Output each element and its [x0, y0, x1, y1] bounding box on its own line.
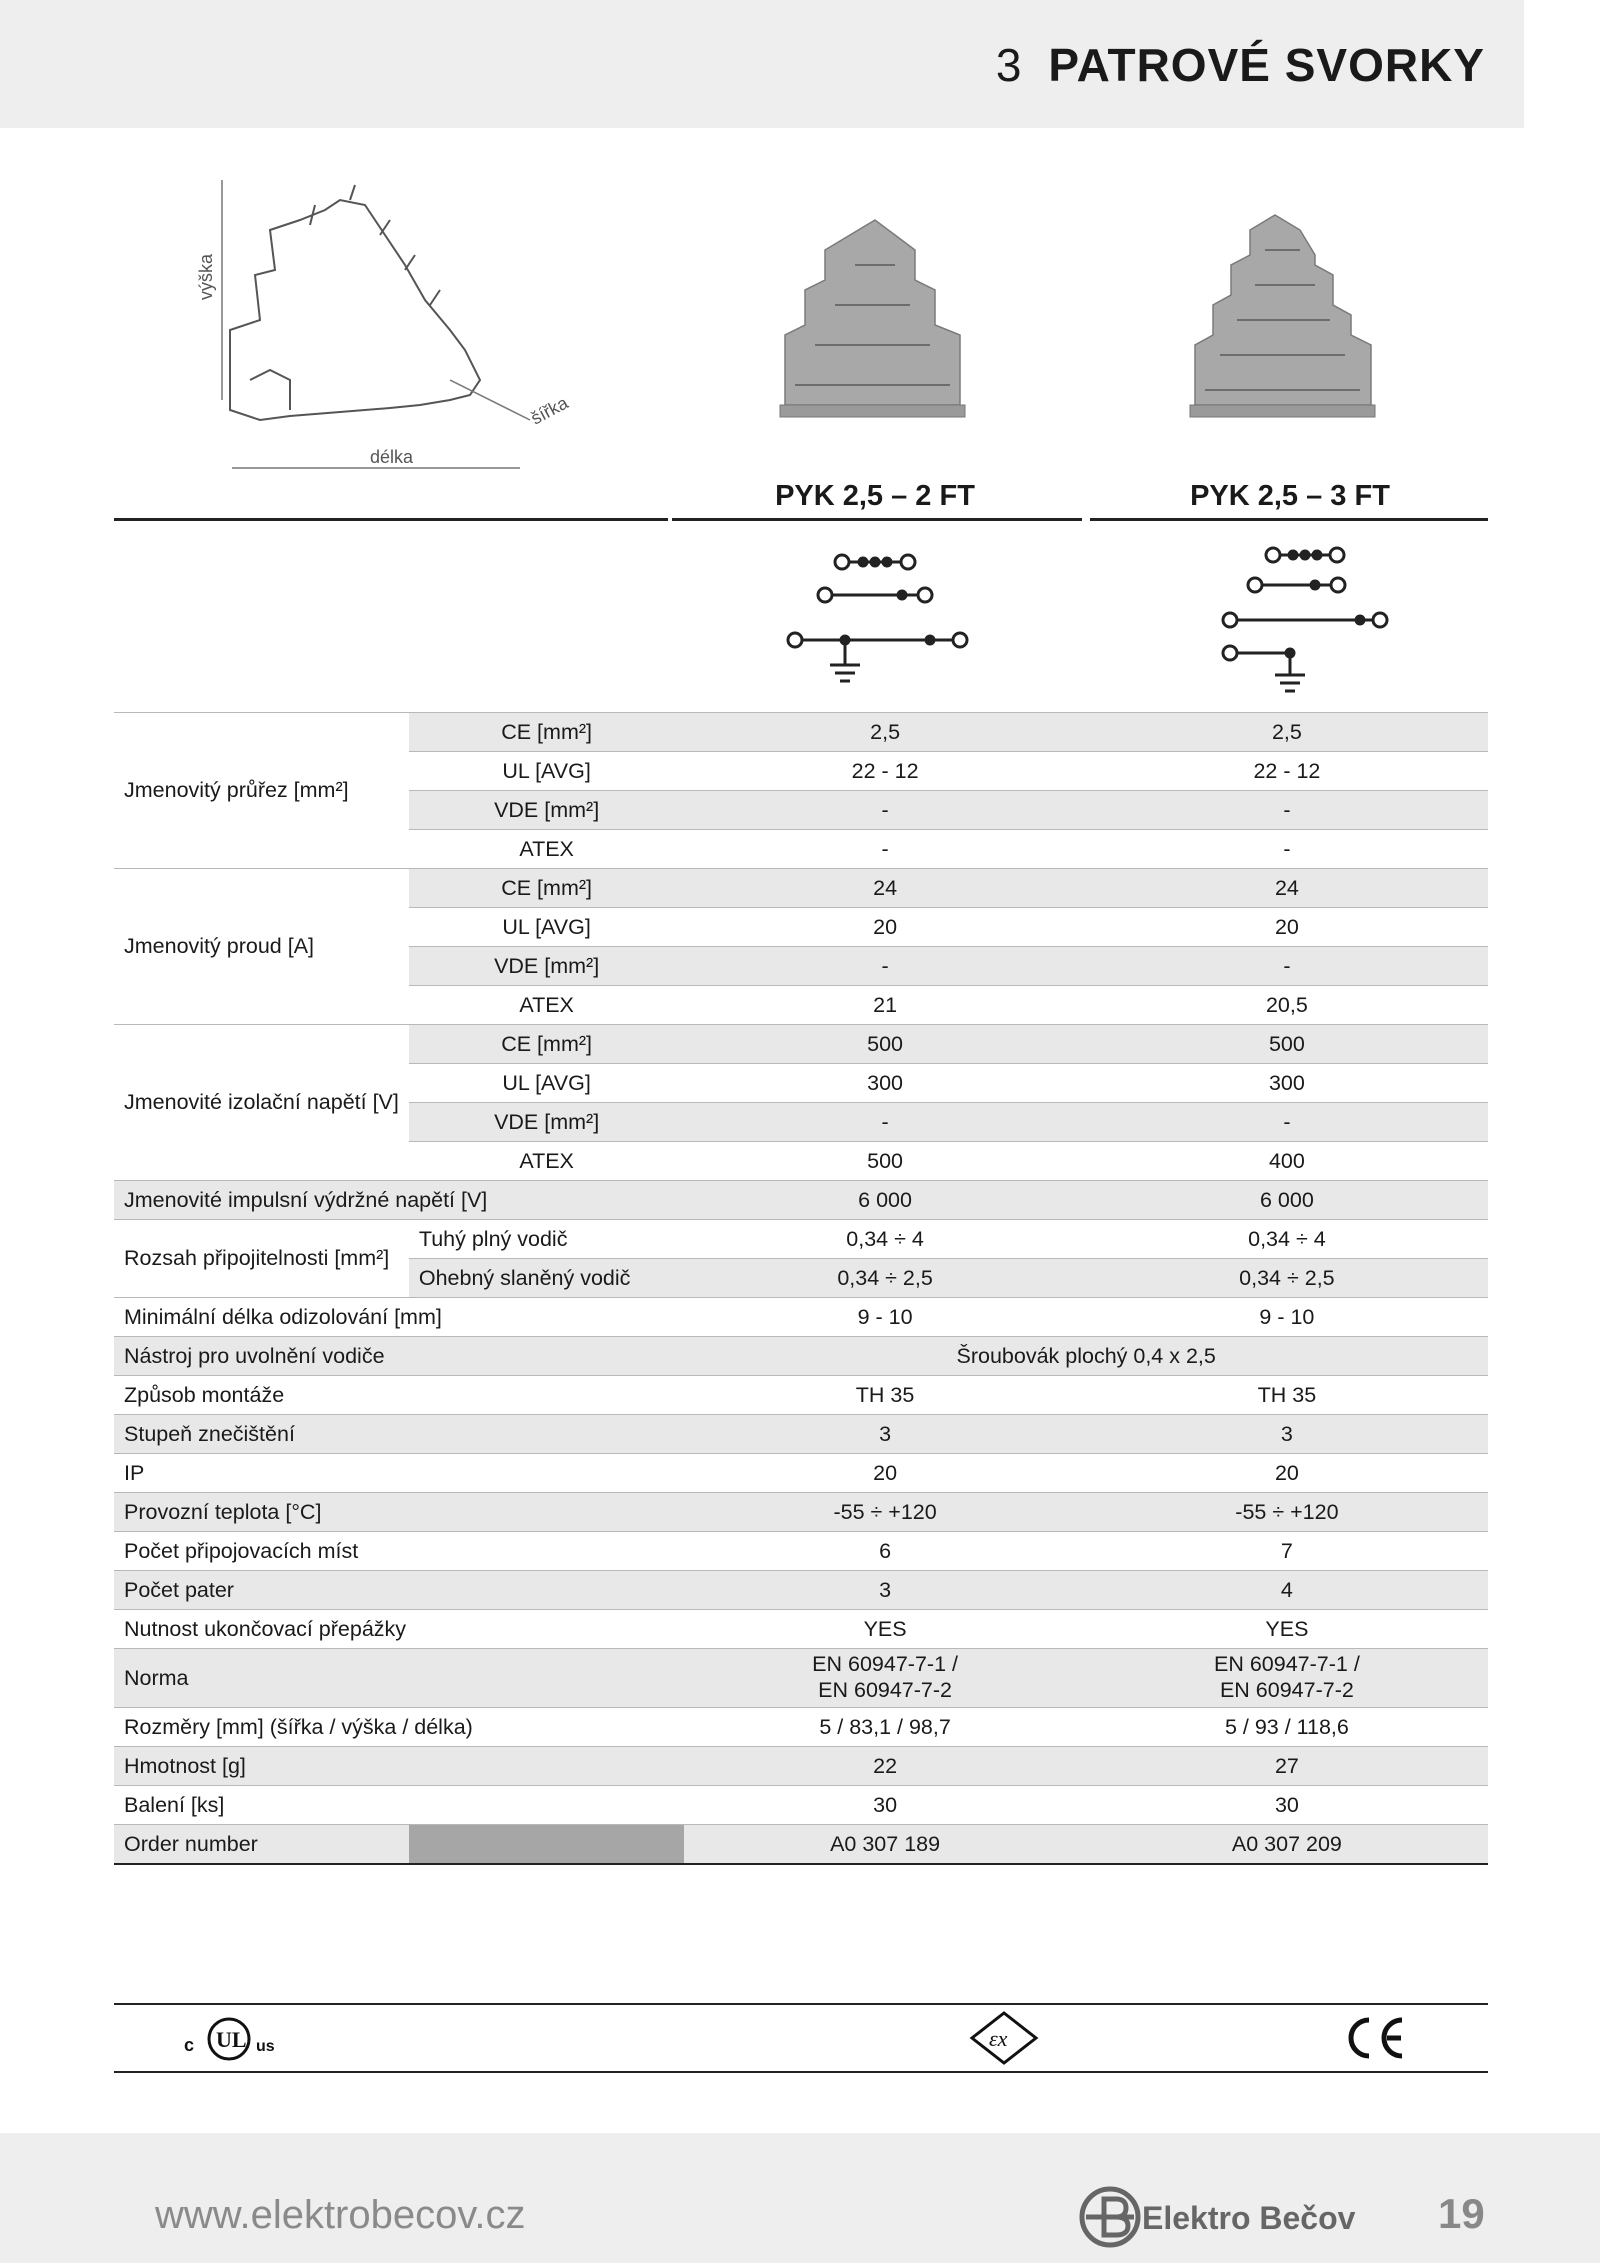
wiring-schematic-3ft — [1200, 535, 1410, 705]
row-label: Norma — [114, 1649, 684, 1708]
value-cell-2ft: 3 — [684, 1415, 1085, 1454]
value-cell-3ft: YES — [1086, 1610, 1488, 1649]
table-row — [114, 1610, 1488, 1649]
value-cell-3ft: 22 - 12 — [1086, 752, 1488, 791]
table-row — [114, 1025, 1488, 1064]
certification-bar — [114, 2003, 1488, 2073]
height-label: výška — [196, 253, 216, 300]
table-row — [114, 1649, 1488, 1708]
row-group-label: Jmenovitý průřez [mm²] — [114, 713, 409, 869]
value-cell-3ft: 20 — [1086, 908, 1488, 947]
value-cell-3ft: 24 — [1086, 869, 1488, 908]
row-sub-label: VDE [mm²] — [409, 1103, 684, 1142]
section-title: PATROVÉ SVORKY — [1048, 39, 1485, 91]
value-cell-3ft: EN 60947-7-1 / EN 60947-7-2 — [1086, 1649, 1488, 1708]
row-group-label: Jmenovité izolační napětí [V] — [114, 1025, 409, 1181]
width-label: šířka — [527, 392, 572, 429]
page-title — [996, 38, 1485, 92]
row-group-label: Rozsah připojitelnosti [mm²] — [114, 1220, 409, 1298]
value-cell-2ft: 20 — [684, 908, 1085, 947]
row-label: Nástroj pro uvolnění vodiče — [114, 1337, 684, 1376]
value-cell-2ft: 21 — [684, 986, 1085, 1025]
value-cell-2ft: 6 000 — [684, 1181, 1085, 1220]
row-label: IP — [114, 1454, 684, 1493]
value-cell-2ft: 6 — [684, 1532, 1085, 1571]
row-label: Počet pater — [114, 1571, 684, 1610]
wiring-schematic-2ft — [770, 535, 980, 690]
row-label: Rozměry [mm] (šířka / výška / délka) — [114, 1708, 684, 1747]
table-top-rule — [114, 518, 668, 521]
value-cell-3ft: A0 307 209 — [1086, 1825, 1488, 1865]
row-label: Order number — [114, 1825, 409, 1865]
row-sub-label: Tuhý plný vodič — [409, 1220, 684, 1259]
value-cell-3ft: 4 — [1086, 1571, 1488, 1610]
table-row — [114, 1298, 1488, 1337]
row-label: Stupeň znečištění — [114, 1415, 684, 1454]
value-cell-2ft: 0,34 ÷ 2,5 — [684, 1259, 1085, 1298]
product-photo-3ft — [1175, 205, 1390, 430]
value-cell-3ft: 0,34 ÷ 2,5 — [1086, 1259, 1488, 1298]
atex-ex-logo-icon — [969, 2011, 1039, 2065]
row-sub-label: CE [mm²] — [409, 1025, 684, 1064]
product-photo-2ft — [765, 205, 980, 430]
value-cell-2ft: 3 — [684, 1571, 1085, 1610]
shaded-blank-cell — [409, 1825, 684, 1865]
row-group-label: Jmenovitý proud [A] — [114, 869, 409, 1025]
row-sub-label: CE [mm²] — [409, 713, 684, 752]
value-cell-3ft: 9 - 10 — [1086, 1298, 1488, 1337]
value-cell-3ft: 6 000 — [1086, 1181, 1488, 1220]
value-cell-2ft: A0 307 189 — [684, 1825, 1085, 1865]
value-cell-3ft: 20 — [1086, 1454, 1488, 1493]
value-cell-2ft: 500 — [684, 1025, 1085, 1064]
value-cell-2ft: 300 — [684, 1064, 1085, 1103]
value-cell-3ft: 27 — [1086, 1747, 1488, 1786]
value-cell-2ft: 22 — [684, 1747, 1085, 1786]
value-cell-3ft: 400 — [1086, 1142, 1488, 1181]
row-label: Nutnost ukončovací přepážky — [114, 1610, 684, 1649]
value-cell-2ft: 2,5 — [684, 713, 1085, 752]
row-label: Provozní teplota [°C] — [114, 1493, 684, 1532]
footer-website-link[interactable]: www.elektrobecov.cz — [155, 2193, 526, 2237]
table-row — [114, 1415, 1488, 1454]
model-heading-2ft: PYK 2,5 – 2 FT — [775, 480, 975, 512]
value-cell-2ft: 500 — [684, 1142, 1085, 1181]
terminal-dimension-drawing — [190, 180, 590, 480]
table-row — [114, 1532, 1488, 1571]
value-cell-2ft: - — [684, 1103, 1085, 1142]
value-cell-3ft: 2,5 — [1086, 713, 1488, 752]
value-cell-3ft: 30 — [1086, 1786, 1488, 1825]
model-heading-3ft: PYK 2,5 – 3 FT — [1190, 480, 1390, 512]
value-cell-3ft: 5 / 93 / 118,6 — [1086, 1708, 1488, 1747]
cul-us-logo-icon — [184, 2015, 294, 2061]
value-cell-2ft: TH 35 — [684, 1376, 1085, 1415]
table-row — [114, 1220, 1488, 1259]
value-cell-2ft: 24 — [684, 869, 1085, 908]
table-row — [114, 1454, 1488, 1493]
table-row — [114, 1493, 1488, 1532]
row-sub-label: VDE [mm²] — [409, 947, 684, 986]
value-cell-2ft: YES — [684, 1610, 1085, 1649]
row-sub-label: ATEX — [409, 830, 684, 869]
value-cell-2ft: 5 / 83,1 / 98,7 — [684, 1708, 1085, 1747]
elektro-becov-logo-icon — [1078, 2185, 1142, 2249]
value-cell-2ft: 20 — [684, 1454, 1085, 1493]
value-cell-3ft: - — [1086, 791, 1488, 830]
ce-mark-icon — [1339, 2015, 1409, 2061]
value-cell-2ft: - — [684, 947, 1085, 986]
value-cell-2ft: 9 - 10 — [684, 1298, 1085, 1337]
row-label: Minimální délka odizolování [mm] — [114, 1298, 684, 1337]
value-cell-2ft: 0,34 ÷ 4 — [684, 1220, 1085, 1259]
value-cell-3ft: 500 — [1086, 1025, 1488, 1064]
table-row — [114, 1337, 1488, 1376]
row-sub-label: CE [mm²] — [409, 869, 684, 908]
value-cell-3ft: 20,5 — [1086, 986, 1488, 1025]
value-cell-2ft: EN 60947-7-1 / EN 60947-7-2 — [684, 1649, 1085, 1708]
table-row — [114, 1825, 1488, 1865]
row-sub-label: Ohebný slaněný vodič — [409, 1259, 684, 1298]
value-cell-3ft: -55 ÷ +120 — [1086, 1493, 1488, 1532]
section-number: 3 — [995, 39, 1023, 91]
row-label: Způsob montáže — [114, 1376, 684, 1415]
row-label: Jmenovité impulsní výdržné napětí [V] — [114, 1181, 684, 1220]
row-label: Hmotnost [g] — [114, 1747, 684, 1786]
svg-text:us: us — [256, 2038, 275, 2055]
value-cell-3ft: 7 — [1086, 1532, 1488, 1571]
value-cell-3ft: 300 — [1086, 1064, 1488, 1103]
value-cell-2ft: 30 — [684, 1786, 1085, 1825]
value-cell-2ft: - — [684, 830, 1085, 869]
table-row — [114, 1708, 1488, 1747]
value-cell-3ft: - — [1086, 947, 1488, 986]
table-row — [114, 1376, 1488, 1415]
row-sub-label: UL [AVG] — [409, 908, 684, 947]
row-label: Balení [ks] — [114, 1786, 684, 1825]
svg-text:εx: εx — [989, 2026, 1008, 2051]
page-number: 19 — [1438, 2190, 1485, 2237]
svg-text:UL: UL — [216, 2027, 247, 2052]
table-row — [114, 1786, 1488, 1825]
row-sub-label: ATEX — [409, 1142, 684, 1181]
value-cell-2ft: -55 ÷ +120 — [684, 1493, 1085, 1532]
value-cell-2ft: 22 - 12 — [684, 752, 1085, 791]
value-cell-both: Šroubovák plochý 0,4 x 2,5 — [684, 1337, 1488, 1376]
value-cell-3ft: 3 — [1086, 1415, 1488, 1454]
row-sub-label: UL [AVG] — [409, 1064, 684, 1103]
table-row — [114, 713, 1488, 752]
footer-brand-name: Elektro Bečov — [1142, 2200, 1356, 2236]
row-sub-label: VDE [mm²] — [409, 791, 684, 830]
table-row — [114, 869, 1488, 908]
value-cell-3ft: 0,34 ÷ 4 — [1086, 1220, 1488, 1259]
row-sub-label: ATEX — [409, 986, 684, 1025]
value-cell-3ft: - — [1086, 830, 1488, 869]
row-sub-label: UL [AVG] — [409, 752, 684, 791]
value-cell-2ft: - — [684, 791, 1085, 830]
svg-text:c: c — [184, 2035, 195, 2055]
table-row — [114, 1571, 1488, 1610]
row-label: Počet připojovacích míst — [114, 1532, 684, 1571]
value-cell-3ft: - — [1086, 1103, 1488, 1142]
spec-table — [114, 712, 1488, 1865]
table-row — [114, 1747, 1488, 1786]
table-row — [114, 1181, 1488, 1220]
length-label: délka — [370, 447, 414, 467]
value-cell-3ft: TH 35 — [1086, 1376, 1488, 1415]
